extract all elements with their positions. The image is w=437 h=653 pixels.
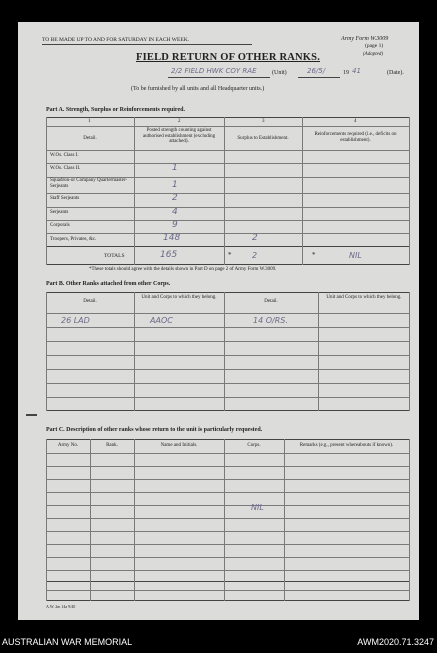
date-year: 41: [352, 67, 361, 75]
part-b-entry-unit: AAOC: [150, 316, 173, 325]
unit-value: 2/2 FIELD HWK COY RAE: [171, 67, 257, 75]
part-b-col-unit-1: Unit and Corps to which they belong.: [141, 295, 217, 300]
totals-reinf-star: *: [312, 251, 316, 259]
part-b-col-detail-2: Detail.: [264, 299, 278, 304]
col-number-4: 4: [354, 119, 357, 124]
part-b-heading: Part B. Other Ranks attached from other Corps.: [46, 281, 171, 287]
posted-serjeants: 4: [172, 207, 178, 217]
totals-label: TOTALS: [104, 253, 125, 259]
col-header-reinforcements: Reinforcements required (i.e., deficits on establishment).: [314, 132, 397, 143]
date-year-prefix: 19: [343, 70, 349, 76]
col-number-3: 3: [262, 119, 265, 124]
row-detail-corporals: Corporals: [50, 223, 70, 228]
part-c-col-name: Name and Initials.: [160, 443, 198, 448]
top-note: TO BE MADE UP TO AND FOR SATURDAY IN EACH WEEK.: [42, 37, 190, 43]
date-line: [298, 77, 340, 78]
unit-line: [168, 77, 270, 78]
part-c-col-remarks: Remarks (e.g., present whereabouts if known).: [299, 443, 394, 448]
part-c-entry: NIL: [251, 503, 264, 512]
posted-staff-serjeants: 2: [172, 193, 178, 203]
totals-surplus-star: *: [228, 251, 232, 259]
totals-reinf: NIL: [349, 251, 362, 260]
archive-name: AUSTRALIAN WAR MEMORIAL: [2, 637, 133, 647]
unit-label: (Unit): [272, 70, 287, 76]
part-c-col-army-no: Army No.: [57, 443, 79, 448]
row-detail-staff-serjeants: Staff Serjeants: [50, 196, 80, 201]
part-c-col-corps: Corps.: [247, 443, 261, 448]
part-b-entry-detail: 26 LAD: [61, 316, 90, 325]
print-code: A.W. 2m 14a 9/40: [46, 604, 76, 609]
top-note-underline: [42, 44, 252, 45]
adapted-label: (Adapted): [363, 52, 383, 57]
part-c-col-rank: Rank.: [106, 443, 118, 448]
furnished-note: (To be furnished by all units and all Headquarter units.): [131, 86, 265, 92]
date-label: (Date).: [387, 70, 404, 76]
posted-cqms: 1: [172, 180, 178, 190]
col-number-2: 2: [178, 119, 181, 124]
part-c-heading: Part C. Description of other ranks whose return to the unit is particularly requested.: [46, 427, 263, 433]
part-a-footnote: *These totals should agree with the details shown in Part D on page 2 of Army Form W.3009.: [89, 267, 277, 272]
row-detail-cqms: Squadron-or Company Quartermaster-Serjeants: [50, 178, 128, 189]
surplus-troopers: 2: [252, 233, 258, 243]
army-form-label: Army Form W.3009: [341, 36, 389, 42]
part-b-col-detail-1: Detail.: [83, 299, 97, 304]
posted-corporals: 9: [172, 220, 178, 230]
col-header-posted: Posted strength counting against authorised establishment (excluding attached).: [142, 128, 216, 144]
page-label: (page 1): [365, 43, 384, 49]
part-b-entry-count: 14 O/RS.: [253, 316, 288, 325]
date-value: 26/5/: [307, 67, 326, 75]
totals-surplus: 2: [252, 251, 258, 260]
form-title: FIELD RETURN OF OTHER RANKS.: [136, 52, 321, 63]
posted-troopers: 148: [163, 233, 181, 243]
row-detail-wo1: W.Os. Class I.: [50, 153, 79, 158]
col-header-surplus: Surplus to Establishment.: [237, 136, 289, 141]
row-detail-serjeants: Serjeants: [50, 210, 69, 215]
punch-mark: [26, 414, 37, 416]
part-a-heading: Part A. Strength, Surplus or Reinforcements required.: [46, 107, 185, 113]
posted-wo2: 1: [172, 163, 178, 173]
totals-posted: 165: [160, 250, 178, 260]
part-b-col-unit-2: Unit and Corps to which they belong.: [326, 295, 402, 300]
archive-id: AWM2020.71.3247: [357, 637, 434, 647]
col-header-detail: Detail.: [83, 136, 97, 141]
row-detail-troopers: Troopers, Privates, &c.: [50, 237, 97, 242]
row-detail-wo2: W.Os. Class II.: [50, 166, 81, 171]
col-number-1: 1: [88, 119, 91, 124]
